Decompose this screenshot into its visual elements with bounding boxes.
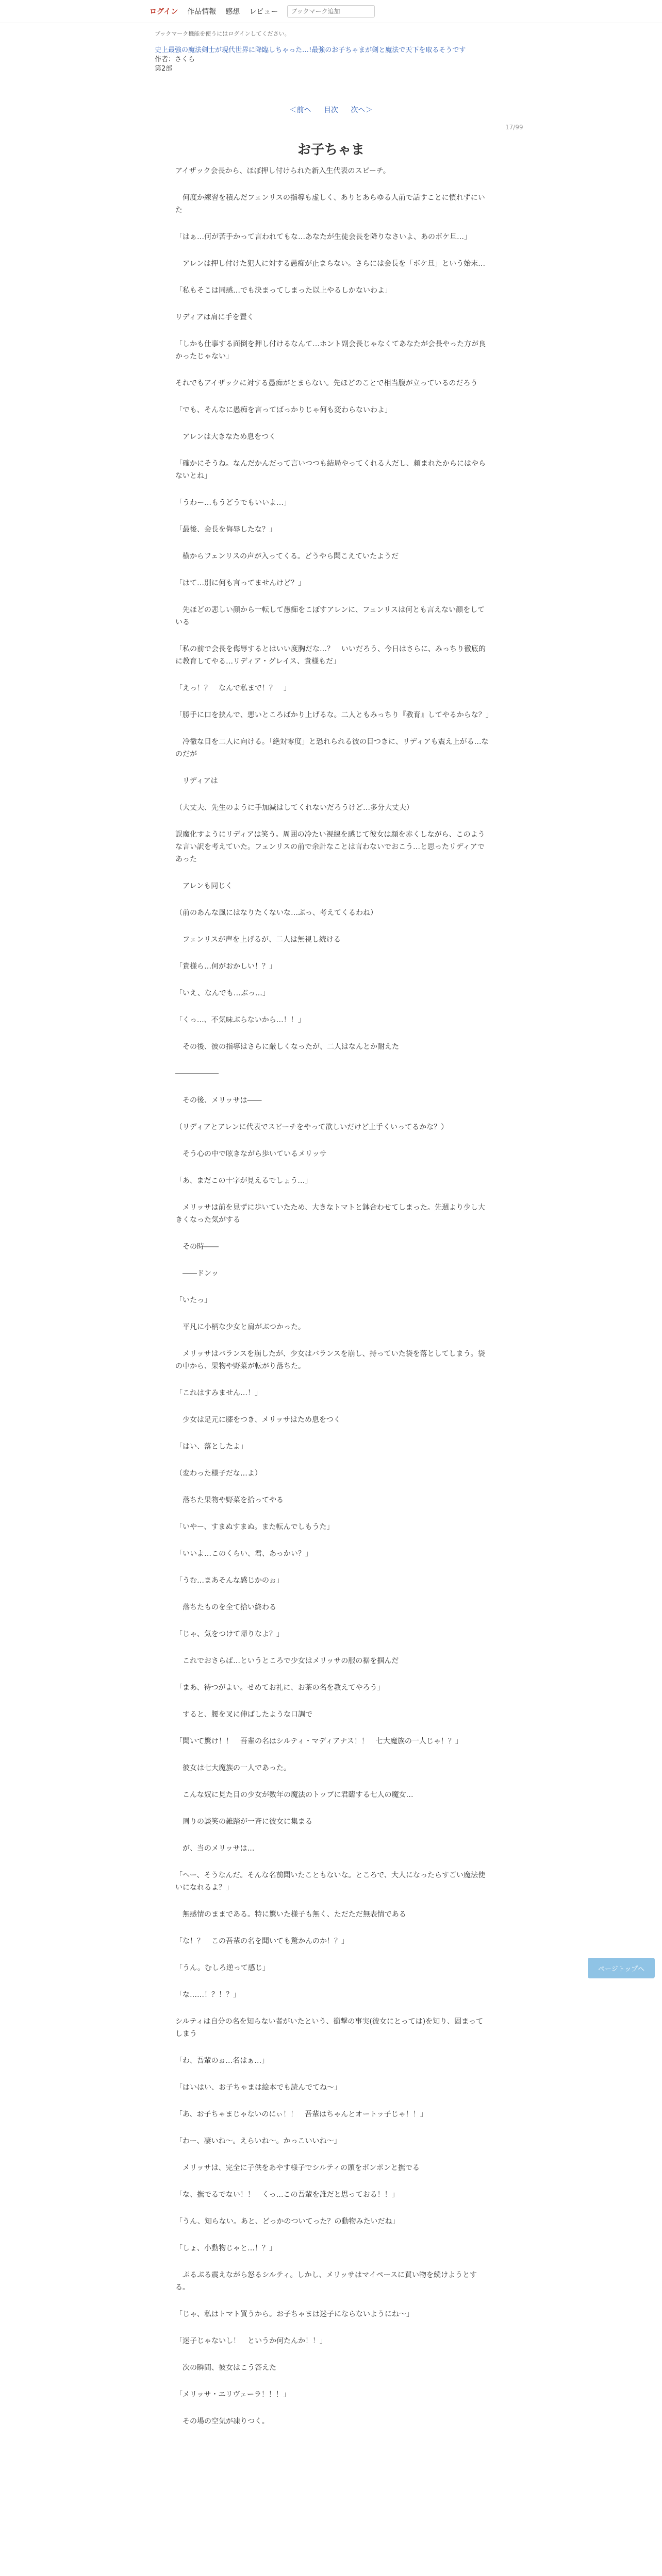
paragraph: 「いたっ」 [175,1296,211,1304]
paragraph: 「しょ、小動物じゃと…！？」 [175,2244,276,2252]
paragraph: 「えっ！？ なんで私まで！？ 」 [175,684,291,692]
paragraph: （リディアとアレンに代表でスピーチをやって欲しいだけど上手くいってるかな？） [175,1123,449,1131]
works-info-link[interactable]: 作品情報 [187,8,217,16]
paragraph: 「はいはい、お子ちゃまは絵本でも読んでてね～」 [175,2083,341,2092]
paragraph: その場の空気が凍りつく。 [175,2417,269,2426]
paragraph: アイザック会長から、ほぼ押し付けられた新入生代表のスピーチ。 [175,167,390,175]
paragraph: が、当のメリッサは… [175,1844,255,1853]
toc-link[interactable]: 目次 [324,106,338,114]
paragraph: こんな奴に見た目の少女が数年の魔法のトップに君臨する七人の魔女… [175,1791,413,1799]
paragraph: 何度か練習を積んだフェンリスの指導も虚しく、ありとあらゆる人前で話すことに慣れずにいた [175,194,485,214]
paragraph: 「まあ、待つがよい。せめてお礼に、お茶の名を教えてやろう」 [175,1684,385,1692]
paragraph: 落ちた果物や野菜を拾ってやる [175,1496,284,1504]
paragraph: 「しかも仕事する面倒を押し付けるなんて…ホント副会長じゃなくてあなたが会長やった方が良かったじゃない」 [175,340,486,361]
paragraph: 「へー、そうなんだ。そんな名前聞いたこともないな。ところで、大人になったらすごい魔法使いになれるよ？」 [175,1871,486,1892]
paragraph: それでもアイザックに対する愚痴がとまらない。先ほどのことで相当腹が立っているのだろう [175,379,478,387]
paragraph: 少女は足元に膝をつき、メリッサはため息をつく [175,1416,341,1424]
bookmark-notice: ブックマーク機能を使うにはログインしてください。 [155,30,290,37]
next-link[interactable]: 次へ＞ [351,106,373,114]
paragraph: （変わった様子だな…よ） [175,1469,262,1478]
prev-link[interactable]: ＜前へ [289,106,311,114]
paragraph: 「私の前で会長を侮辱するとはいい度胸だな…？ いいだろう、今日はさらに、みっちり徹底的に教育してやる…リディア・グレイス、貴様もだ」 [175,645,486,666]
paragraph: 平凡に小柄な少女と肩がぶつかった。 [175,1323,305,1331]
paragraph: 「な、撫でるでない！！ くっ…この吾輩を誰だと思っておる！！」 [175,2191,399,2199]
paragraph: 「これはすみません…！」 [175,1389,262,1397]
paragraph: 「私もそこは同感…でも決まってしまった以上やるしかないわよ」 [175,286,392,295]
paragraph: 「わ、吾輩のぉ…名はぁ…」 [175,2057,269,2065]
paragraph: 先ほどの悲しい顔から一転して愚痴をこぼすアレンに、フェンリスは何とも言えない顔をしている [175,606,485,626]
paragraph: 「いやー、すまぬすまぬ。また転んでしもうた」 [175,1523,334,1531]
chapter-label: 第2部 [155,65,173,73]
paragraph: 「はい、落としたよ」 [175,1443,247,1451]
paragraph: 「はぁ…何が苦手かって言われてもな…あなたが生徒会長を降りなさいよ、あのボケ旦…」 [175,233,471,241]
paragraph: 「うん、知らない。あと、どっかのついてった？の動物みたいだね」 [175,2217,400,2226]
paragraph: メリッサはバランスを崩したが、少女はバランスを崩し、持っていた袋を落としてしまう。袋の中から、果物や野菜が転がり落ちた。 [175,1350,485,1370]
paragraph: 周りの談笑の雑踏が一斉に彼女に集まる [175,1818,312,1826]
review-link[interactable]: レビュー [249,8,278,16]
paragraph: 誤魔化すようにリディアは笑う。周囲の冷たい視線を感じて彼女は顔を赤くしながら、このような言い訳を考えていた。フェンリスの前で余計なことは言わないでおこう…と思ったリディアであった [175,831,485,863]
paragraph: アレンは大きなため息をつく [175,433,276,441]
paragraph: 「な……！？！？」 [175,1991,240,1999]
paragraph: 冷徹な目を二人に向ける。「絶対零度」と恐れられる彼の目つきに、リディアも震え上がる…なのだが [175,738,489,758]
paragraph: 「いいよ…このくらい、君、あっかい？」 [175,1550,312,1558]
feelings-link[interactable]: 感想 [225,8,240,16]
work-header [155,46,662,74]
paragraph: 「メリッサ・エリヴェーラ！！！」 [175,2391,290,2399]
author-line: 作者：さくら [155,56,195,63]
paragraph: そう心の中で呟きながら歩いているメリッサ [175,1150,327,1158]
paragraph: 横からフェンリスの声が入ってくる。どうやら聞こえていたようだ [175,552,399,561]
paragraph: 「聞いて驚け！！ 吾輩の名はシルティ・マディアナス！！ 七大魔族の一人じゃ！？」 [175,1737,462,1745]
paragraph: 「うん。むしろ逆って感じ」 [175,1964,270,1972]
paragraph: 「最後、会長を侮辱したな？」 [175,526,276,534]
paragraph: その時―― [175,1243,219,1251]
paragraph: 「あ、まだこの十字が見えるでしょう…」 [175,1177,312,1185]
paragraph: 次の瞬間、彼女はこう答えた [175,2364,276,2372]
paragraph: 「じゃ、気をつけて帰りなよ？」 [175,1630,284,1638]
paragraph: フェンリスが声を上げるが、二人は無視し続ける [175,936,341,944]
paragraph: リディアは肩に手を置く [175,313,254,321]
paragraph: アレンは押し付けた犯人に対する愚痴が止まらない。さらには会長を「ボケ旦」という始末… [175,260,486,268]
paragraph: 「うわー…もうどうでもいいよ…」 [175,499,291,507]
paragraph: その後、メリッサは―― [175,1096,262,1105]
paragraph: 無感情のままである。特に驚いた様子も無く、ただただ無表情である [175,1910,406,1919]
episode-body [175,165,493,2442]
paragraph: 「いえ、なんでも…ぶっ…」 [175,989,270,997]
paragraph: 「あ、お子ちゃまじゃないのにぃ！！ 吾輩はちゃんとオートッ子じゃ！！」 [175,2110,427,2119]
paragraph: シルティは自分の名を知らない者がいたという、衝撃の事実(彼女にとっては)を知り、固まってしまう [175,2018,484,2038]
episode-title: お子ちゃま [297,142,365,158]
paragraph: ぷるぷる震えながら怒るシルティ。しかし、メリッサはマイペースに買い物を続けようとする。 [175,2271,477,2292]
paragraph: 「貴様ら…何がおかしい！？」 [175,962,276,971]
top-navbar [0,0,662,23]
top-pager [0,105,662,115]
paragraph: リディアは [175,777,218,785]
work-title-link[interactable]: 史上最強の魔法剣士が現代世界に降臨しちゃった…!最強のお子ちゃまが剣と魔法で天下を取るそうです [155,46,466,54]
paragraph: （大丈夫、先生のように手加減はしてくれないだろうけど…多分大丈夫） [175,804,413,812]
paragraph: 「勝手に口を挟んで、悪いところばかり上げるな。二人ともみっちり『教育』してやるからな？」 [175,711,493,719]
paragraph: 「な！？ この吾輩の名を聞いても驚かんのか！？」 [175,1937,349,1945]
paragraph: その後、彼の指導はさらに厳しくなったが、二人はなんとか耐えた [175,1043,399,1051]
paragraph: 「確かにそうね。なんだかんだって言いつつも結局やってくれる人だし、頼まれたからにはやらないとね」 [175,460,486,480]
paragraph: 「迷子じゃないし！ というか何たんか！！」 [175,2337,327,2345]
paragraph: （前のあんな風にはなりたくないな…ぶっ、考えてくるわね） [175,909,377,917]
paragraph: 「くっ…、不気味ぶらないから…！！」 [175,1016,305,1024]
paragraph: メリッサは、完全に子供をあやす様子でシルティの頭をポンポンと撫でる [175,2164,420,2172]
paragraph: 「わー、凄いね～。えらいね～。かっこいいね～」 [175,2137,341,2145]
paragraph: 「うむ…まあそんな感じかのぉ」 [175,1577,284,1585]
paragraph: ―――――― [175,1070,219,1078]
episode-number: 17/99 [505,124,523,131]
paragraph: メリッサは前を見ずに歩いていたため、大きなトマトと鉢合わせてしまった。先週より少し大きくなった気がする [175,1204,485,1224]
paragraph: 「でも、そんなに愚痴を言ってばっかりじゃ何も変わらないわよ」 [175,406,392,414]
page-top-button[interactable]: ページトップへ [588,1958,655,1978]
paragraph: すると、腰を叉に伸ばしたような口調で [175,1710,312,1719]
paragraph: 「じゃ、私はトマト買うから。お子ちゃまは迷子にならないようにね～」 [175,2310,413,2318]
paragraph: 「はて…別に何も言ってませんけど？」 [175,579,305,587]
login-link[interactable]: ログイン [150,8,178,16]
paragraph: 彼女は七大魔族の一人であった。 [175,1764,291,1772]
paragraph: これでおさらば…というところで少女はメリッサの服の裾を掴んだ [175,1657,399,1665]
paragraph: アレンも同じく [175,882,233,890]
bookmark-add-input[interactable] [287,5,375,18]
paragraph: 落ちたものを全て拾い終わる [175,1603,276,1612]
paragraph: ――ドンッ [175,1269,219,1278]
